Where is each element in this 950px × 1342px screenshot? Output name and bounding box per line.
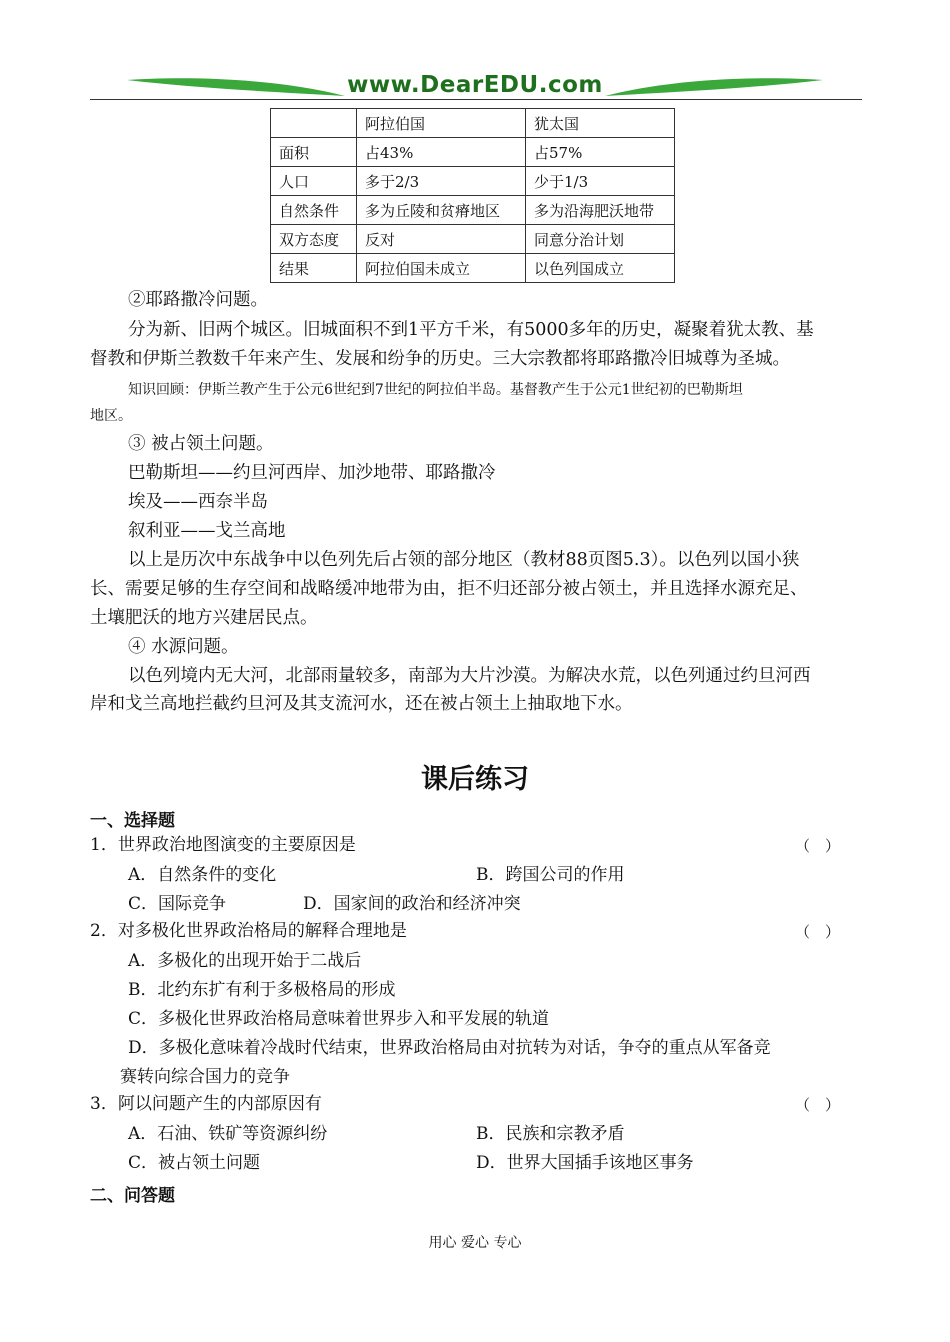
answer-blank: （ ） <box>795 837 841 855</box>
table-cell: 占43% <box>357 138 526 167</box>
table-cell: 多为丘陵和贫瘠地区 <box>357 196 526 225</box>
comparison-table <box>270 108 675 283</box>
page-footer: 用心 爱心 专心 <box>428 1235 522 1251</box>
territory-item: 巴勒斯坦——约旦河西岸、加沙地带、耶路撒冷 <box>128 463 496 483</box>
option-c: C．国际竞争 <box>128 894 227 914</box>
question-1: 1．世界政治地图演变的主要原因是 <box>90 835 356 855</box>
territory-item: 叙利亚——戈兰高地 <box>128 521 286 541</box>
question-2: 2．对多极化世界政治格局的解释合理地是 <box>90 921 407 941</box>
table-cell: 阿拉伯国未成立 <box>357 254 526 283</box>
option-d: D．世界大国插手该地区事务 <box>476 1153 694 1173</box>
table-cell: 同意分治计划 <box>526 225 675 254</box>
paragraph-line: 长、需要足够的生存空间和战略缓冲地带为由，拒不归还部分被占领土，并且选择水源充足、 <box>90 579 808 599</box>
territory-item: 埃及——西奈半岛 <box>128 492 268 512</box>
table-header-row <box>271 109 675 138</box>
paragraph-line: 岸和戈兰高地拦截约旦河及其支流河水，还在被占领土上抽取地下水。 <box>90 694 633 714</box>
exercise-title: 课后练习 <box>421 764 529 795</box>
table-row <box>271 196 675 225</box>
table-header-cell: 犹太国 <box>526 109 675 138</box>
table-cell: 以色列国成立 <box>526 254 675 283</box>
table-cell: 少于1/3 <box>526 167 675 196</box>
table-row <box>271 138 675 167</box>
table-cell: 占57% <box>526 138 675 167</box>
option-c: C．被占领土问题 <box>128 1153 261 1173</box>
paragraph-line: 以色列境内无大河，北部雨量较多，南部为大片沙漠。为解决水荒，以色列通过约旦河西 <box>128 666 811 686</box>
table-cell: 人口 <box>271 167 357 196</box>
option-b: B．民族和宗教矛盾 <box>476 1124 625 1144</box>
paragraph-line: 以上是历次中东战争中以色列先后占领的部分地区（教材88页图5.3）。以色列以国小狭 <box>128 550 800 570</box>
territory-heading: ③ 被占领土问题。 <box>128 434 274 454</box>
table-row <box>271 167 675 196</box>
paragraph-line: 督教和伊斯兰教数千年来产生、发展和纷争的历史。三大宗教都将耶路撒冷旧城尊为圣城。 <box>90 349 790 369</box>
logo-text: www.DearEDU.com <box>347 72 603 98</box>
answer-blank: （ ） <box>795 1096 841 1114</box>
answer-blank: （ ） <box>795 923 841 941</box>
table-cell: 双方态度 <box>271 225 357 254</box>
option-d: D．国家间的政治和经济冲突 <box>303 894 521 914</box>
table-cell: 结果 <box>271 254 357 283</box>
option-b: B．北约东扩有利于多极格局的形成 <box>128 980 396 1000</box>
review-note: 地区。 <box>90 408 132 424</box>
option-c: C．多极化世界政治格局意味着世界步入和平发展的轨道 <box>128 1009 550 1029</box>
option-d: D．多极化意味着冷战时代结束，世界政治格局由对抗转为对话，争夺的重点从军备竞 <box>128 1038 771 1058</box>
paragraph-line: 分为新、旧两个城区。旧城面积不到1平方千米，有5000多年的历史，凝聚着犹太教、基 <box>128 320 814 340</box>
header-divider <box>90 99 862 100</box>
option-a: A．自然条件的变化 <box>128 865 277 885</box>
table-row <box>271 254 675 283</box>
table-row <box>271 225 675 254</box>
paragraph-line: 土壤肥沃的地方兴建居民点。 <box>90 608 318 628</box>
option-d-continued: 赛转向综合国力的竞争 <box>120 1067 290 1087</box>
section-heading-qa: 二、问答题 <box>90 1186 175 1206</box>
table-cell: 多于2/3 <box>357 167 526 196</box>
option-a: A．多极化的出现开始于二战后 <box>128 951 362 971</box>
option-a: A．石油、铁矿等资源纠纷 <box>128 1124 328 1144</box>
question-3: 3．阿以问题产生的内部原因有 <box>90 1094 322 1114</box>
option-b: B．跨国公司的作用 <box>476 865 625 885</box>
table-header-cell: 阿拉伯国 <box>357 109 526 138</box>
jerusalem-heading: ②耶路撒冷问题。 <box>128 290 268 310</box>
table-cell: 自然条件 <box>271 196 357 225</box>
table-header-cell <box>271 109 357 138</box>
water-heading: ④ 水源问题。 <box>128 637 239 657</box>
section-heading-choice: 一、选择题 <box>90 811 175 831</box>
table-cell: 面积 <box>271 138 357 167</box>
table-cell: 反对 <box>357 225 526 254</box>
table-cell: 多为沿海肥沃地带 <box>526 196 675 225</box>
review-note: 知识回顾：伊斯兰教产生于公元6世纪到7世纪的阿拉伯半岛。基督教产生于公元1世纪初的巴勒斯坦 <box>128 382 743 398</box>
